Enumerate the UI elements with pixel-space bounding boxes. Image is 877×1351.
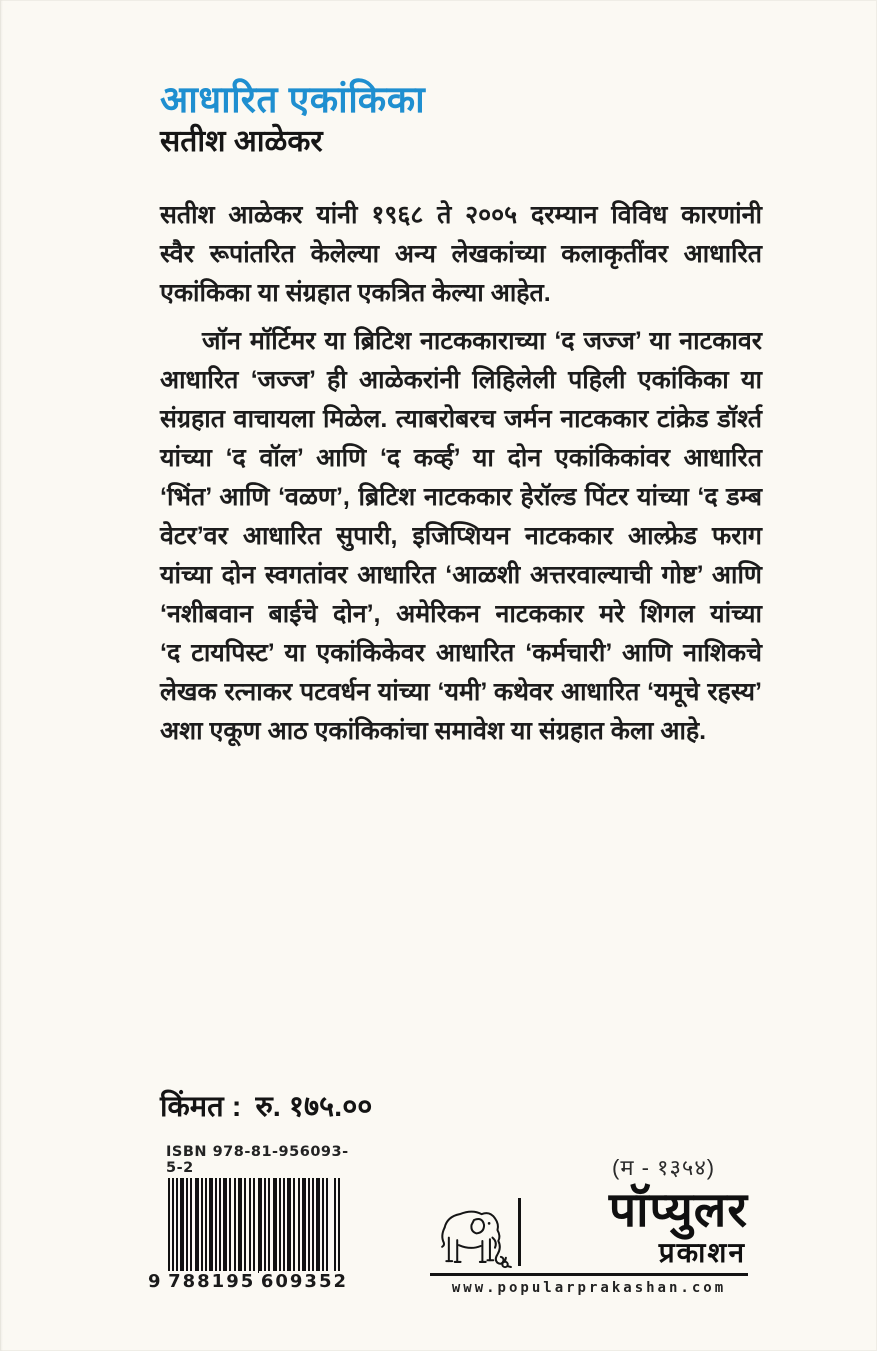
blurb-line: जॉन मॉर्टिमर या ब्रिटिश नाटककाराच्या ‘द जज्ज’ या नाटकावर <box>202 327 762 355</box>
barcode-digit-left: 9 <box>148 1271 163 1292</box>
blurb-line: ‘भिंत’ आणि ‘वळण’, ब्रिटिश नाटककार हेरॉल्ड पिंटर यांच्या ‘द डम्ब <box>160 483 762 511</box>
logo-divider <box>518 1198 521 1266</box>
author-name: सतीश आळेकर <box>160 125 323 158</box>
publisher-name-line2: प्रकाशन <box>658 1237 746 1268</box>
isbn-text: ISBN 978-81-956093-5-2 <box>166 1144 349 1176</box>
barcode-bars-icon <box>168 1178 340 1285</box>
blurb-line: स्वैर रूपांतरित केलेल्या अन्य लेखकांच्या कलाकृतींवर आधारित <box>160 240 762 268</box>
blurb-line: अशा एकूण आठ एकांकिकांचा समावेश या संग्रहात केला आहे. <box>160 717 707 745</box>
isbn-barcode <box>146 1144 358 1292</box>
price-label: किंमत : <box>160 1091 242 1123</box>
blurb-line: सतीश आळेकर यांनी १९६८ ते २००५ दरम्यान विविध कारणांनी <box>160 201 762 229</box>
blurb-line: संग्रहात वाचायला मिळेल. त्याबरोबरच जर्मन नाटककार टांक्रेड डॉर्श्त <box>160 405 762 433</box>
blurb-line: वेटर’वर आधारित सुपारी, इजिप्शियन नाटककार आल्फ्रेड फराग <box>160 522 762 550</box>
catalog-code: (म - १३५४) <box>612 1155 716 1180</box>
barcode-digit-group: 609352 <box>260 1271 348 1292</box>
blurb-line: एकांकिका या संग्रहात एकत्रित केल्या आहेत. <box>160 279 551 307</box>
blurb-line: यांच्या ‘द वॉल’ आणि ‘द कर्व्ह’ या दोन एकांकिकांवर आधारित <box>160 444 762 472</box>
blurb-paragraph-1 <box>160 196 762 313</box>
barcode-digit-group: 788195 <box>168 1271 256 1292</box>
publisher-logo <box>430 1184 748 1302</box>
publisher-website: www.popularprakashan.com <box>451 1280 727 1296</box>
blurb <box>160 196 762 751</box>
logo-rule <box>430 1273 748 1276</box>
price-line <box>160 1086 372 1125</box>
book-title: आधारित एकांकिका <box>160 79 426 120</box>
price-value: रु. १७५.०० <box>255 1091 373 1123</box>
blurb-line: आधारित ‘जज्ज’ ही आळेकरांनी लिहिलेली पहिली एकांकिका या <box>160 366 762 394</box>
blurb-line: लेखक रत्नाकर पटवर्धन यांच्या ‘यमी’ कथेवर आधारित ‘यमूचे रहस्य’ <box>160 678 762 706</box>
blurb-line: ‘नशीबवान बाईचे दोन’, अमेरिकन नाटककार मरे शिगल यांच्या <box>160 600 762 628</box>
blurb-paragraph-2 <box>160 322 762 751</box>
elephant-icon <box>432 1194 516 1272</box>
blurb-line: यांच्या दोन स्वगतांवर आधारित ‘आळशी अत्तरवाल्याची गोष्ट’ आणि <box>160 561 762 589</box>
publisher-name-line1: पॉप्युलर <box>608 1184 748 1237</box>
blurb-line: ‘द टायपिस्ट’ या एकांकिकेवर आधारित ‘कर्मचारी’ आणि नाशिकचे <box>160 639 762 667</box>
barcode-digits <box>146 1271 350 1292</box>
